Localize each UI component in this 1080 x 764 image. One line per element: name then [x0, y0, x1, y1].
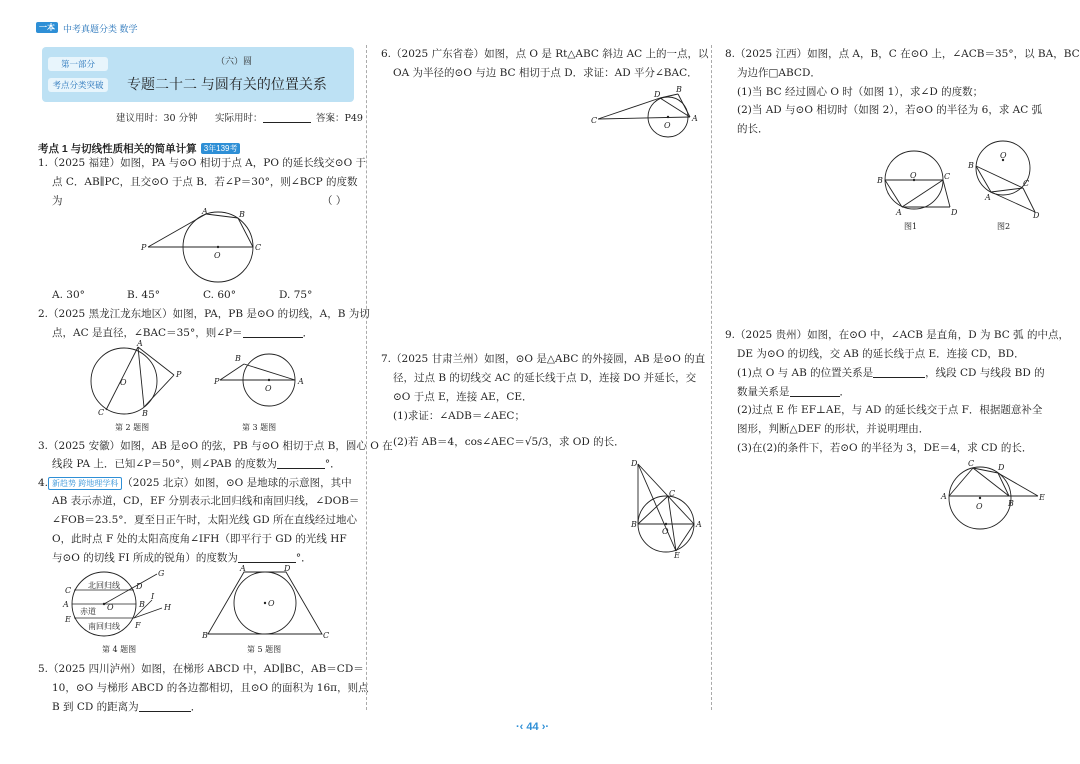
svg-text:P: P — [176, 370, 182, 379]
svg-text:P: P — [141, 243, 147, 252]
q1-line-1: 1.（2025 福建）如图，PA 与⊙O 相切于点 A，PO 的延长线交⊙O 于 — [38, 157, 367, 169]
svg-text:F: F — [135, 621, 141, 630]
q8-caption-2: 图2 — [997, 222, 1011, 231]
svg-text:D: D — [998, 463, 1005, 472]
q2-line-1: 2.（2025 黑龙江龙东地区）如图，PA，PB 是⊙O 的切线，A，B 为切 — [38, 308, 370, 320]
svg-text:A: A — [137, 339, 143, 348]
q4-line-3: ∠FOB＝23.5°．夏至日正午时，太阳光线 GD 所在直线经过地心 — [52, 514, 358, 526]
svg-text:E: E — [1039, 493, 1045, 502]
svg-text:B: B — [142, 409, 148, 418]
svg-text:B: B — [877, 176, 883, 185]
q4-line-1: 4. 新趋势 跨地理学科 （2025 北京）如图，⊙O 是地球的示意图，其中 — [38, 477, 352, 489]
svg-text:B: B — [631, 520, 637, 529]
svg-text:O: O — [265, 384, 272, 393]
q4-line-5: 与⊙O 的切线 FI 所成的锐角）的度数为 °． — [52, 552, 312, 564]
q8-part-2-end: 的长． — [737, 123, 769, 135]
svg-text:A: A — [692, 114, 698, 123]
kaodian-heading: 考点 1 与切线性质相关的简单计算 3年139考 — [38, 141, 240, 156]
svg-text:O: O — [214, 251, 221, 260]
q7-part-2: (2)若 AB＝4，cos∠AEC＝√5/3，求 OD 的长． — [393, 436, 625, 448]
svg-text:D: D — [284, 564, 291, 573]
q4-fig-label-north: 北回归线 — [88, 581, 120, 590]
q4-fig-label-equator: 赤道 — [80, 607, 96, 616]
svg-text:A: A — [985, 193, 991, 202]
svg-text:O: O — [1000, 151, 1007, 160]
svg-text:A: A — [240, 564, 246, 573]
q4-caption: 第 4 题图 — [102, 645, 137, 654]
svg-text:O: O — [976, 502, 983, 511]
q9-part-3: (3)在(2)的条件下，若⊙O 的半径为 3，DE＝4，求 CD 的长． — [737, 442, 1033, 454]
q7-line-3: ⊙O 于点 E，连接 AE，CE． — [393, 391, 533, 403]
svg-text:A: A — [63, 600, 69, 609]
svg-text:A: A — [896, 208, 902, 217]
column-divider-left — [366, 45, 367, 710]
svg-text:A: A — [696, 520, 702, 529]
svg-text:B: B — [235, 354, 241, 363]
answer-ref: 答案：P49 — [316, 113, 363, 124]
svg-text:B: B — [968, 161, 974, 170]
q1-option-b: B. 45° — [127, 289, 161, 301]
q2-caption: 第 2 题图 — [115, 423, 150, 432]
q1-option-a: A. 30° — [52, 289, 85, 301]
svg-text:C: C — [968, 459, 975, 468]
q9-line-1: 9.（2025 贵州）如图，在⊙O 中，∠ACB 是直角，D 为 BC 弧 的中点， — [725, 329, 1070, 341]
q5-line-2: 10，⊙O 与梯形 ABCD 的各边都相切，且⊙O 的面积为 16π，则点 — [52, 682, 369, 694]
series-title: 中考真题分类 数学 — [63, 24, 138, 34]
kaodian-badge: 3年139考 — [201, 143, 241, 154]
q4-fig-label-south: 南回归线 — [88, 622, 120, 631]
q8-line-2: 为边作□ABCD． — [737, 67, 821, 79]
q4-line-2: AB 表示赤道，CD，EF 分别表示北回归线和南回归线，∠DOB＝ — [52, 495, 360, 507]
page-number: ·‹ 44 ›· — [516, 721, 550, 733]
q1-line-2: 点 C．AB∥PC，且交⊙O 于点 B．若∠P＝30°，则∠BCP 的度数 — [52, 176, 358, 188]
q9-line-2: DE 为⊙O 的切线，交 AB 的延长线于点 E．连接 CD，BD． — [737, 348, 1025, 360]
svg-text:C: C — [255, 243, 262, 252]
q5-caption: 第 5 题图 — [247, 645, 282, 654]
svg-text:B: B — [676, 85, 682, 94]
q3-line-2: 线段 PA 上．已知∠P＝50°，则∠PAB 的度数为 °． — [52, 458, 341, 470]
svg-text:O: O — [107, 603, 114, 612]
svg-text:B: B — [239, 210, 245, 219]
q9-part-2: (2)过点 E 作 EF⊥AE，与 AD 的延长线交于点 F．根据题意补全 — [737, 404, 1043, 416]
q6-line-2: OA 为半径的⊙O 与边 BC 相切于点 D．求证：AD 平分∠BAC． — [393, 67, 698, 79]
q7-line-2: 径，过点 B 的切线交 AC 的延长线于点 D，连接 DO 并延长，交 — [393, 372, 697, 384]
q8-part-1: (1)当 BC 经过圆心 O 时（如图 1），求∠D 的度数； — [737, 86, 984, 98]
svg-text:O: O — [664, 121, 671, 130]
q4-line-4: O，此时点 F 处的太阳高度角∠IFH（即平行于 GD 的光线 HF — [52, 533, 347, 545]
svg-text:B: B — [139, 600, 145, 609]
q2-figure — [86, 339, 191, 425]
suggest-time: 建议用时：30 分钟 — [116, 113, 198, 124]
brand-logo: 一本 — [36, 22, 58, 33]
svg-text:P: P — [214, 377, 220, 386]
q9-part-1: (1)点 O 与 AB 的位置关系是 ，线段 CD 与线段 BD 的 — [737, 367, 1045, 379]
q3-line-1: 3.（2025 安徽）如图，AB 是⊙O 的弦，PB 与⊙O 相切于点 B，圆心 O 在 — [38, 440, 393, 452]
svg-text:C: C — [98, 408, 105, 417]
q6-line-1: 6.（2025 广东省卷）如图，点 O 是 Rt△ABC 斜边 AC 上的一点，以 — [381, 48, 709, 60]
svg-text:D: D — [136, 582, 143, 591]
q1-answer-paren: （ ） — [322, 195, 347, 207]
q7-part-1: (1)求证：∠ADB＝∠AEC； — [393, 410, 525, 422]
svg-text:O: O — [120, 378, 127, 387]
q2-line-2: 点，AC 是直径，∠BAC＝35°，则∠P＝ ． — [52, 327, 314, 339]
q1-option-c: C. 60° — [203, 289, 236, 301]
svg-text:D: D — [951, 208, 958, 217]
column-divider-right — [711, 45, 712, 710]
q8-figure-1 — [876, 148, 961, 220]
svg-text:O: O — [268, 599, 275, 608]
q1-option-d: D. 75° — [279, 289, 313, 301]
svg-text:C: C — [591, 116, 598, 125]
q4-trend-badge: 新趋势 跨地理学科 — [48, 477, 122, 490]
q9-part-2-cont: 图形，判断△DEF 的形状，并说明理由． — [737, 423, 930, 435]
svg-text:C: C — [944, 172, 951, 181]
q5-line-1: 5.（2025 四川泸州）如图，在梯形 ABCD 中，AD∥BC，AB＝CD＝ — [38, 663, 364, 675]
svg-text:D: D — [631, 459, 638, 468]
actual-time: 实际用时： — [215, 110, 311, 124]
q3-figure — [214, 350, 314, 420]
svg-text:C: C — [323, 631, 330, 640]
part-label: 第一部分 — [48, 57, 108, 71]
svg-text:D: D — [1033, 211, 1040, 220]
q8-part-2: (2)当 AD 与⊙O 相切时（如图 2），若⊙O 的半径为 6，求 AC 弧 — [737, 104, 1043, 116]
svg-text:O: O — [910, 171, 917, 180]
svg-text:C: C — [669, 489, 676, 498]
svg-text:G: G — [158, 569, 165, 578]
svg-text:A: A — [941, 492, 947, 501]
svg-text:I: I — [151, 592, 155, 601]
q7-figure — [628, 458, 703, 558]
q5-line-3: B 到 CD 的距离为 ． — [52, 701, 202, 713]
q1-line-3: 为 — [52, 195, 63, 207]
svg-text:B: B — [1008, 499, 1014, 508]
banner-subtitle: （六）圆 — [216, 56, 253, 66]
q8-line-1: 8.（2025 江西）如图，点 A，B，C 在⊙O 上，∠ACB＝35°，以 BA，BC — [725, 48, 1080, 60]
q1-figure — [140, 208, 270, 288]
q8-figure-2 — [965, 138, 1045, 220]
q9-part-1-cont: 数量关系是 ． — [737, 386, 850, 398]
svg-text:D: D — [654, 90, 661, 99]
q9-figure — [940, 456, 1045, 534]
section-label: 考点分类突破 — [48, 78, 108, 92]
q4-figure — [62, 568, 182, 640]
q7-line-1: 7.（2025 甘肃兰州）如图，⊙O 是△ABC 的外接圆，AB 是⊙O 的直 — [381, 353, 706, 365]
q3-caption: 第 3 题图 — [242, 423, 277, 432]
q6-figure — [590, 82, 700, 134]
banner-title: 专题二十二 与圆有关的位置关系 — [127, 76, 327, 92]
q5-figure — [202, 566, 332, 642]
svg-text:C: C — [1023, 179, 1030, 188]
svg-text:A: A — [298, 377, 304, 386]
svg-text:C: C — [65, 586, 72, 595]
svg-text:B: B — [202, 631, 208, 640]
svg-text:E: E — [674, 551, 680, 560]
svg-text:A: A — [202, 207, 208, 216]
svg-text:E: E — [65, 615, 71, 624]
svg-text:O: O — [662, 527, 669, 536]
svg-text:H: H — [164, 603, 171, 612]
q8-caption-1: 图1 — [904, 222, 918, 231]
